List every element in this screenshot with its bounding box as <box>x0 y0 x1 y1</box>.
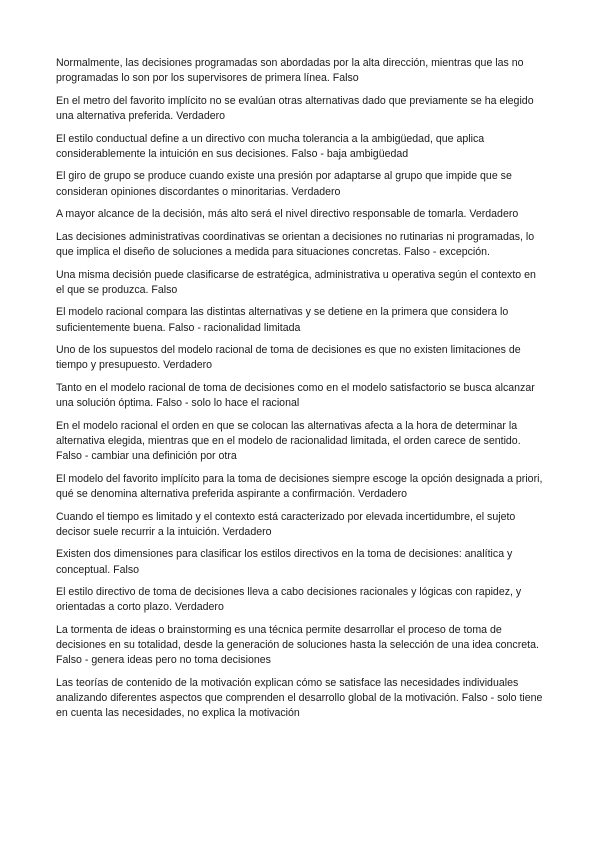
statement-paragraph: Tanto en el modelo racional de toma de decisiones como en el modelo satisfactorio se busca alcanzar una solución óptima. Falso - solo lo hace el racional <box>56 381 535 410</box>
statement-paragraph: Normalmente, las decisiones programadas son abordadas por la alta dirección, mientras que las no programadas lo son por los supervisores de primera línea. Falso <box>56 57 524 85</box>
document-page <box>56 56 546 729</box>
statement-paragraph: A mayor alcance de la decisión, más alto será el nivel directivo responsable de tomarla. Verdadero <box>56 208 519 221</box>
statement-paragraph: Las decisiones administrativas coordinativas se orientan a decisiones no rutinarias ni programadas, lo que implica el diseño de soluciones a medida para situaciones concretas. Falso - excepción. <box>56 230 535 258</box>
statement-paragraph: En el modelo racional el orden en que se colocan las alternativas afecta a la hora de determinar la alternativa elegida, mientras que en el modelo de racionalidad limitada, el orden carece de sentido. Falso - cambiar una definición por otra <box>56 419 521 463</box>
statement-paragraph: La tormenta de ideas o brainstorming es una técnica permite desarrollar el proceso de toma de decisiones en su totalidad, desde la generación de soluciones hasta la selección de una idea concreta. Falso - genera ideas pero no toma decisiones <box>56 623 539 667</box>
statement-paragraph: El giro de grupo se produce cuando existe una presión por adaptarse al grupo que impide que se consideran opiniones discordantes o minoritarias. Verdadero <box>56 170 512 198</box>
statement-paragraph: Una misma decisión puede clasificarse de estratégica, administrativa u operativa según el contexto en el que se produzca. Falso <box>56 268 536 296</box>
statement-paragraph: Cuando el tiempo es limitado y el contexto está caracterizado por elevada incertidumbre, el sujeto decisor suele recurrir a la intuición. Verdadero <box>56 510 516 538</box>
statement-paragraph: El modelo racional compara las distintas alternativas y se detiene en la primera que considera lo suficientemente buena. Falso - racionalidad limitada <box>56 306 509 334</box>
statement-paragraph: Las teorías de contenido de la motivación explican cómo se satisface las necesidades individuales analizando diferentes aspectos que comprenden el desarrollo global de la motivación. Falso - solo tiene en cuenta las necesidades, no explica la motivación <box>56 676 543 720</box>
statement-paragraph: En el metro del favorito implícito no se evalúan otras alternativas dado que previamente se ha elegido una alternativa preferida. Verdadero <box>56 94 534 122</box>
statement-paragraph: El modelo del favorito implícito para la toma de decisiones siempre escoge la opción designada a priori, qué se denomina alternativa preferida aspirante a confirmación. Verdadero <box>56 472 543 500</box>
statement-paragraph: Uno de los supuestos del modelo racional de toma de decisiones es que no existen limitaciones de tiempo y presupuesto. Verdadero <box>56 344 521 372</box>
statement-paragraph: El estilo directivo de toma de decisiones lleva a cabo decisiones racionales y lógicas con rapidez, y orientadas a corto plazo. Verdadero <box>56 586 522 614</box>
statement-paragraph: El estilo conductual define a un directivo con mucha tolerancia a la ambigüedad, que aplica considerablemente la intuición en sus decisiones. Falso - baja ambigüedad <box>56 132 485 160</box>
statement-paragraph: Existen dos dimensiones para clasificar los estilos directivos en la toma de decisiones: analítica y conceptual. Falso <box>56 548 513 576</box>
